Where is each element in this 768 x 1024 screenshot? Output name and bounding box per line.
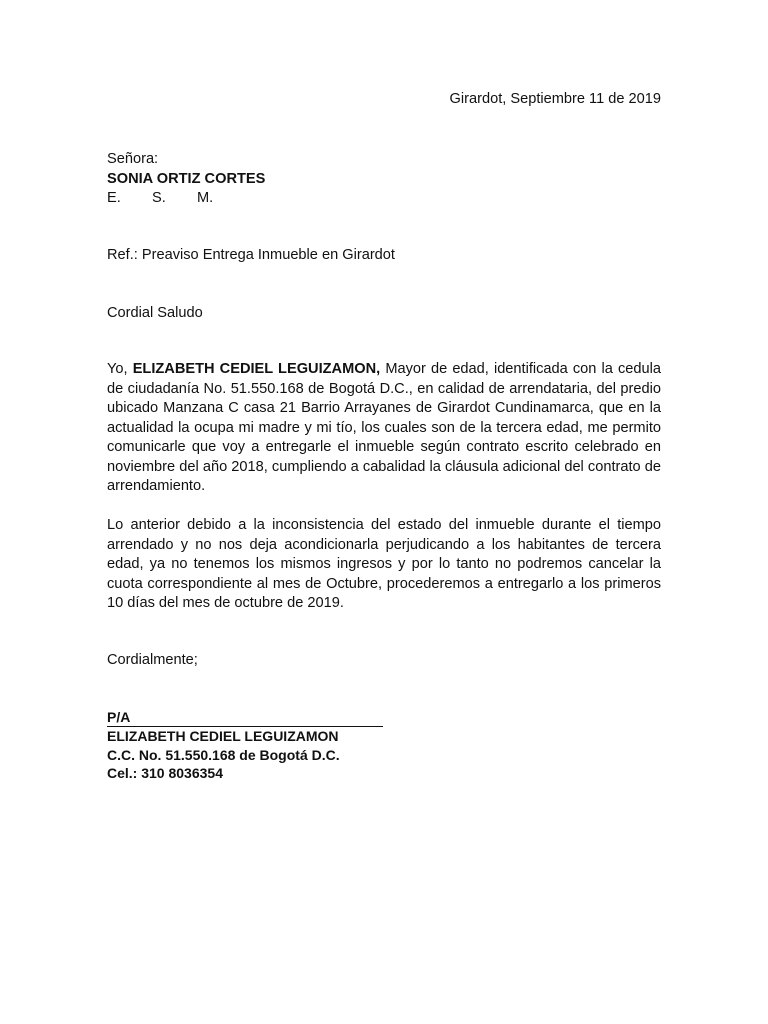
recipient-block xyxy=(107,150,265,209)
recipient-name: SONIA ORTIZ CORTES xyxy=(107,170,266,187)
esm-line xyxy=(107,189,265,209)
greeting-line: Cordial Saludo xyxy=(107,305,203,321)
reference-line: Ref.: Preaviso Entrega Inmueble en Girardot xyxy=(107,247,395,263)
esm-e: E. xyxy=(107,190,121,206)
paragraph1-rest: Mayor de edad, identificada con la cedula de ciudadanía No. 51.550.168 de Bogotá D.C., en calidad de arrendataria, del predio ubicado Manzana C casa 21 Barrio Arrayanes de Girardot Cundinamarca, que en la actualidad la ocupa mi madre y mi tío, los cuales son de la tercera edad, me permito comunicarle que voy a entregarle el inmueble según contrato escrito celebrado en noviembre del año 2018, cumpliendo a cabalidad la cláusula adicional del contrato de arrendamiento. xyxy=(107,361,662,494)
closing-line: Cordialmente; xyxy=(107,652,198,668)
paragraph1-name: ELIZABETH CEDIEL LEGUIZAMON, xyxy=(132,361,381,377)
esm-m: M. xyxy=(197,190,214,206)
date-line: Girardot, Septiembre 11 de 2019 xyxy=(449,91,661,107)
signature-block xyxy=(107,708,383,783)
signature-phone: Cel.: 310 8036354 xyxy=(107,765,223,781)
esm-s: S. xyxy=(152,190,166,206)
body-paragraph-1 xyxy=(107,360,661,497)
signature-prefix: P/A xyxy=(107,709,131,725)
salutation-title: Señora: xyxy=(107,151,159,167)
signature-id: C.C. No. 51.550.168 de Bogotá D.C. xyxy=(107,746,340,763)
signature-line xyxy=(107,708,383,727)
paragraph1-prefix: Yo, xyxy=(107,361,133,377)
signature-name: ELIZABETH CEDIEL LEGUIZAMON xyxy=(107,728,339,744)
body-paragraph-2: Lo anterior debido a la inconsistencia del estado del inmueble durante el tiempo arrendado y no nos deja acondicionarla perjudicando a los habitantes de tercera edad, ya no tenemos los mismos ingresos y por lo tanto no podremos cancelar la cuota correspondiente al mes de Octubre, procederemos a entregarlo a los primeros 10 días del mes de octubre de 2019. xyxy=(107,517,661,611)
